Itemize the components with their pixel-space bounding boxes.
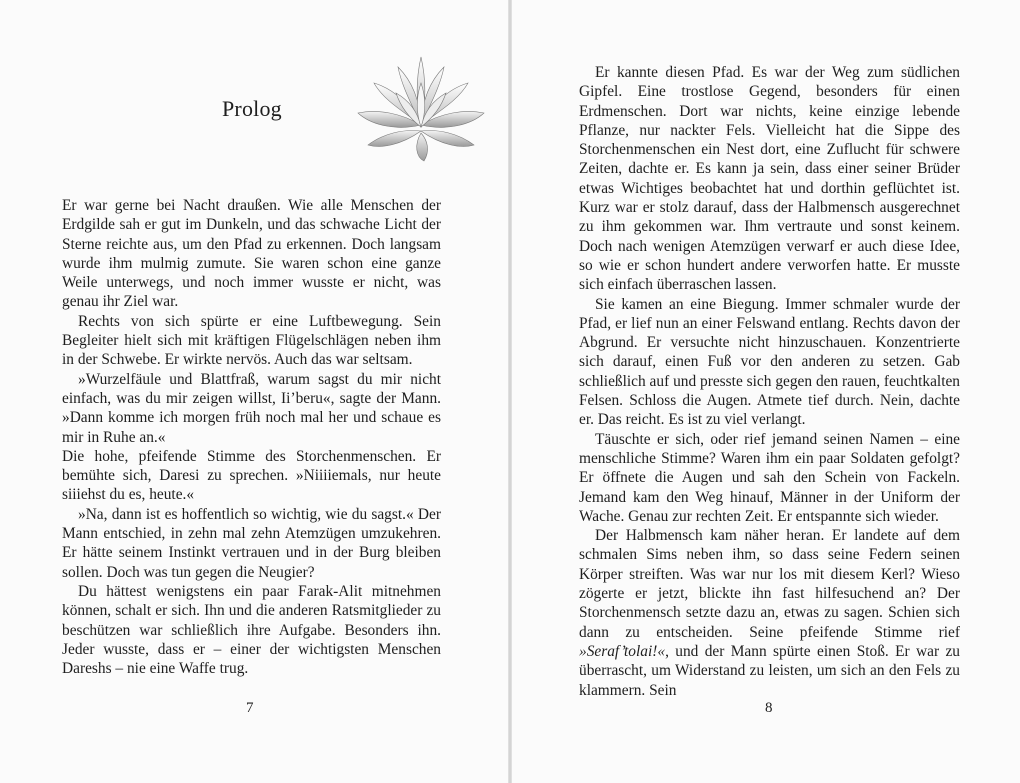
chapter-title: Prolog [222, 96, 282, 121]
emphasized-speech: »Seraf’tolai!« [579, 642, 666, 660]
paragraph: Sie kamen an eine Biegung. Immer schmaler wurde der Pfad, er lief nun an einer Felswand entlang. Rechts davon der Abgrund. Er versuchte nicht hinzuschauen. Konzentrierte sich darauf, einen Fuß vor den anderen zu setzen. Gab schließlich auf und presste sich gegen den rauen, feuchtkalten Felsen. Schloss die Augen. Atmete tief durch. Nein, dachte er. Das reicht. Es ist zu viel verlangt. [579, 295, 960, 429]
left-page [0, 0, 508, 783]
paragraph: »Wurzelfäule und Blattfraß, warum sagst du mir nicht einfach, was du mir zeigen willst, Ii’beru«, sagte der Mann. »Dann komme ich morgen früh noch mal her und schaue es mir in Ruhe an.« [62, 370, 441, 446]
water-lily-icon [356, 53, 486, 163]
paragraph: Er war gerne bei Nacht draußen. Wie alle Menschen der Erdgilde sah er gut im Dunkeln, und das schwache Licht der Sterne reichte aus, um den Pfad zu erkennen. Doch langsam wurde ihm mulmig zumute. Sie waren schon eine ganze Weile unterwegs, und noch immer wusste er nicht, was genau ihr Ziel war. [62, 197, 441, 311]
right-page-body [579, 63, 960, 700]
paragraph: Rechts von sich spürte er eine Luftbewegung. Sein Begleiter hielt sich mit kräftigen Flügelschlägen neben ihm in der Schwebe. Er wirkte nervös. Auch das war seltsam. [62, 312, 441, 369]
paragraph [579, 526, 960, 700]
paragraph: Er kannte diesen Pfad. Es war der Weg zum südlichen Gipfel. Eine trostlose Gegend, besonders für einen Erdmenschen. Dort war nichts, keine einzige lebende Pflanze, nur nackter Fels. Vielleicht hat die Sippe des Storchenmenschen ein Nest dort, eine Zuflucht für schwere Zeiten, dachte er. Es kann ja sein, dass einer seiner Brüder etwas Wichtiges beobachtet hat und dorthin geflüchtet ist. Kurz war er stolz darauf, dass der Halbmensch ausgerechnet zu ihm gekommen war. Ihm vertraute und sonst keinem. Doch nach wenigen Atemzügen verwarf er auch diese Idee, so wie er schon hundert andere verworfen hatte. Er musste sich einfach überraschen lassen. [579, 64, 960, 294]
paragraph-text: Der Halbmensch kam näher heran. Er landete auf dem schmalen Sims neben ihm, so dass seine Federn seinen Körper streiften. Was war nur los mit diesem Kerl? Wieso zögerte er jetzt, blickte ihn fast hilfesuchend an? Der Storchenmensch setzte dazu an, etwas zu sagen. Schien sich dann zu entscheiden. Seine pfeifende Stimme rief [579, 527, 960, 641]
right-page [512, 0, 1020, 783]
left-page-body [62, 196, 441, 678]
paragraph: Täuschte er sich, oder rief jemand seinen Namen – eine menschliche Stimme? Waren ihm ein paar Soldaten gefolgt? Er öffnete die Augen und sah den Schein von Fackeln. Jemand kam den Weg hinauf, Männer in der Uniform der Wache. Genau zur rechten Zeit. Er entspannte sich wieder. [579, 430, 960, 525]
page-number: 7 [246, 700, 254, 716]
paragraph: »Na, dann ist es hoffentlich so wichtig, wie du sagst.« Der Mann entschied, in zehn mal zehn Atemzügen umzukehren. Er hätte seinem Instinkt vertrauen und in der Burg bleiben sollen. Doch was tun gegen die Neugier? [62, 505, 441, 581]
paragraph-text: , und der Mann spürte einen Stoß. Er war zu überrascht, um Widerstand zu leisten, um sich an den Fels zu klammern. Sein [579, 642, 960, 699]
paragraph: Die hohe, pfeifende Stimme des Storchenmenschen. Er bemühte sich, Daresi zu sprechen. »Niiiiemals, nur heute siiiehst du es, heute.« [62, 447, 441, 504]
page-number: 8 [765, 700, 773, 716]
paragraph: Du hättest wenigstens ein paar Farak-Alit mitnehmen können, schalt er sich. Ihn und die anderen Ratsmitglieder zu beschützen war schließlich ihre Aufgabe. Besonders ihn. Jeder wusste, dass er – einer der wichtigsten Menschen Dareshs – nie eine Waffe trug. [62, 582, 441, 678]
